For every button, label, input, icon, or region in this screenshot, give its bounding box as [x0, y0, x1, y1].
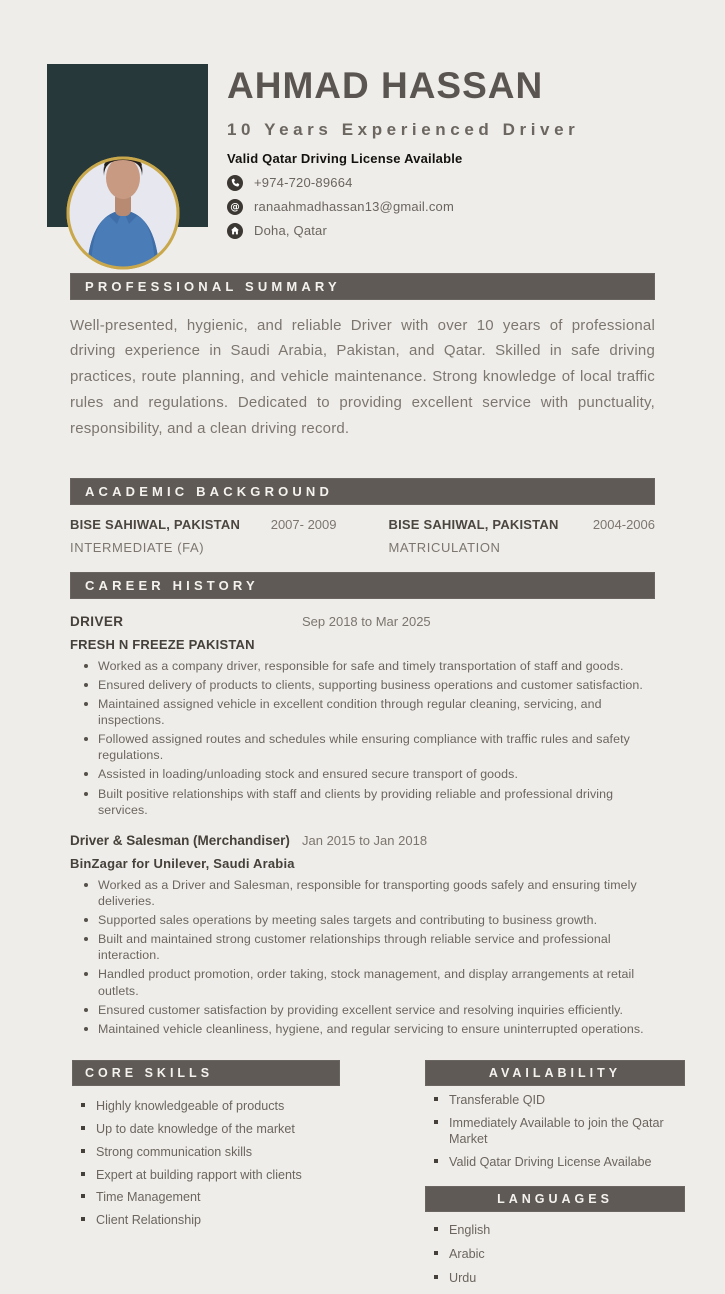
language-item: English	[449, 1222, 685, 1238]
candidate-title: 10 Years Experienced Driver	[227, 119, 580, 139]
job-title: Driver & Salesman (Merchandiser)	[70, 832, 290, 848]
degree: MATRICULATION	[388, 539, 501, 555]
license-tagline: Valid Qatar Driving License Available	[227, 150, 463, 166]
section-title: CORE SKILLS	[85, 1065, 214, 1080]
availability-list	[425, 1092, 685, 1170]
section-header-career-history	[70, 572, 655, 599]
degree: INTERMEDIATE (FA)	[70, 539, 205, 555]
availability-item: Transferable QID	[449, 1092, 685, 1108]
institution: BISE SAHIWAL, PAKISTAN	[388, 516, 559, 532]
academic-entries	[70, 517, 655, 555]
section-header-academic-background	[70, 478, 655, 505]
section-header-availability	[425, 1060, 685, 1086]
section-title: ACADEMIC BACKGROUND	[85, 483, 334, 499]
skill-item: Expert at building rapport with clients	[96, 1167, 340, 1183]
job-entry	[70, 614, 655, 818]
job-duty: Worked as a Driver and Salesman, responsible for transporting goods safely and ensuring timely deliveries.	[98, 877, 655, 909]
job-duties	[70, 658, 655, 818]
core-skills-column	[72, 1060, 340, 1294]
company-name: FRESH N FREEZE PAKISTAN	[70, 636, 255, 652]
job-duty: Ensured delivery of products to clients, supporting business operations and customer satisfaction.	[98, 677, 655, 693]
job-duty: Maintained assigned vehicle in excellent condition through regular cleaning, servicing, and inspections.	[98, 696, 655, 728]
languages-list	[425, 1222, 685, 1286]
job-duty: Built positive relationships with staff and clients by providing reliable and professional driving services.	[98, 786, 655, 818]
contact-email-row	[227, 199, 579, 215]
academic-entry	[70, 517, 337, 555]
job-duty: Supported sales operations by meeting sales targets and contributing to business growth.	[98, 912, 655, 928]
job-duty: Ensured customer satisfaction by providing excellent service and resolving inquiries efficiently.	[98, 1002, 655, 1018]
section-title: CAREER HISTORY	[85, 577, 259, 593]
header-text	[227, 64, 579, 247]
skill-item: Time Management	[96, 1189, 340, 1205]
job-dates: Sep 2018 to Mar 2025	[302, 613, 431, 629]
section-title: PROFESSIONAL SUMMARY	[85, 278, 341, 294]
job-entry	[70, 833, 655, 1037]
availability-languages-column	[425, 1060, 685, 1294]
summary-text: Well-presented, hygienic, and reliable Driver with over 10 years of professional driving experience in Saudi Arabia, Pakistan, and Qatar. Skilled in safe driving practices, route planning, and vehicle maintenance. Strong knowledge of local traffic rules and regulations. Dedicated to providing excellent service with punctuality, responsibility, and a clean driving record.	[70, 316, 655, 437]
phone-number: +974-720-89664	[254, 175, 353, 191]
contact-phone-row	[227, 175, 579, 191]
skill-item: Client Relationship	[96, 1212, 340, 1228]
education-dates: 2007- 2009	[270, 516, 337, 532]
skills-list	[72, 1098, 340, 1229]
profile-photo-image	[47, 64, 208, 227]
job-duty: Worked as a company driver, responsible for safe and timely transportation of staff and goods.	[98, 658, 655, 674]
institution: BISE SAHIWAL, PAKISTAN	[70, 516, 241, 532]
job-duties	[70, 877, 655, 1037]
content	[0, 273, 725, 1037]
contact-location-row	[227, 223, 579, 239]
skill-item: Highly knowledgeable of products	[96, 1098, 340, 1114]
job-duty: Assisted in loading/unloading stock and ensured secure transport of goods.	[98, 766, 655, 782]
candidate-name: AHMAD HASSAN	[227, 65, 544, 106]
job-dates: Jan 2015 to Jan 2018	[302, 832, 428, 848]
email-address: ranaahmadhassan13@gmail.com	[254, 199, 454, 215]
svg-text:@: @	[230, 201, 240, 213]
skill-item: Strong communication skills	[96, 1144, 340, 1160]
contact-list	[227, 175, 579, 239]
section-header-core-skills	[72, 1060, 340, 1086]
section-title: LANGUAGES	[497, 1192, 613, 1207]
at-sign-icon	[227, 199, 243, 215]
availability-item: Immediately Available to join the Qatar Market	[449, 1115, 685, 1148]
section-title: AVAILABILITY	[488, 1065, 622, 1080]
location: Doha, Qatar	[254, 223, 328, 239]
profile-photo	[47, 64, 208, 227]
language-item: Arabic	[449, 1246, 685, 1262]
company-name: BinZagar for Unilever, Saudi Arabia	[70, 855, 295, 871]
section-header-languages	[425, 1186, 685, 1212]
phone-icon	[227, 175, 243, 191]
job-duty: Built and maintained strong customer relationships through reliable service and professional interaction.	[98, 931, 655, 963]
academic-entry	[389, 517, 656, 555]
skill-item: Up to date knowledge of the market	[96, 1121, 340, 1137]
availability-item: Valid Qatar Driving License Availabe	[449, 1154, 685, 1170]
bottom-columns	[0, 1060, 725, 1294]
job-duty: Handled product promotion, order taking, stock management, and display arrangements at retail outlets.	[98, 966, 655, 998]
header	[0, 0, 725, 247]
home-icon	[227, 223, 243, 239]
education-dates: 2004-2006	[592, 516, 655, 532]
job-duty: Maintained vehicle cleanliness, hygiene, and regular servicing to ensure uninterrupted operations.	[98, 1021, 655, 1037]
job-title: DRIVER	[70, 613, 124, 629]
language-item: Urdu	[449, 1270, 685, 1286]
section-header-professional-summary	[70, 273, 655, 300]
job-duty: Followed assigned routes and schedules while ensuring compliance with traffic rules and safety regulations.	[98, 731, 655, 763]
